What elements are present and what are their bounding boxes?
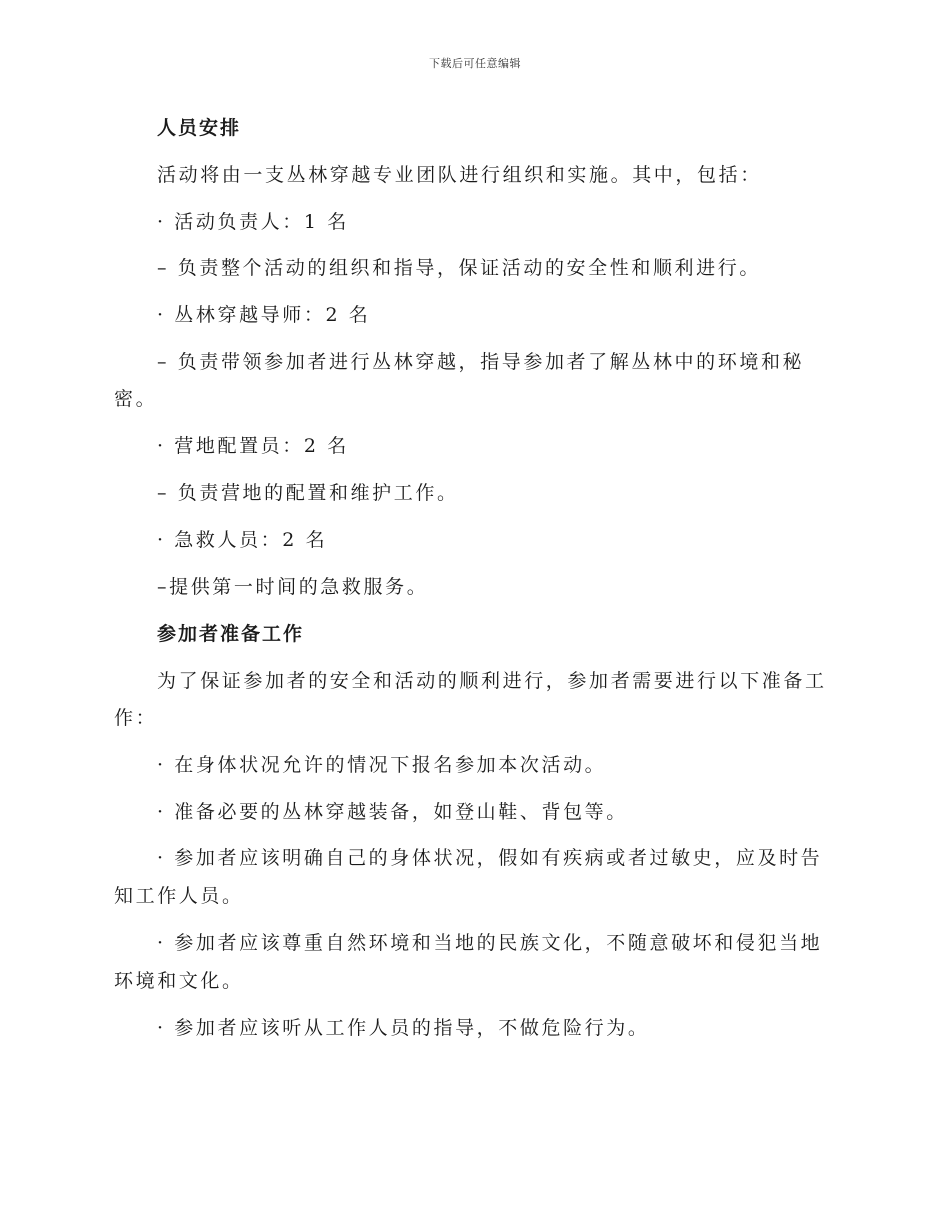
- section-heading-staffing: 人员安排: [157, 117, 242, 139]
- list-item-continued: 环境和文化。: [114, 970, 244, 992]
- list-item-description: – 负责带领参加者进行丛林穿越，指导参加者了解丛林中的环境和秘: [157, 351, 805, 373]
- list-item-description: – 负责营地的配置和维护工作。: [157, 482, 459, 504]
- list-item: · 准备必要的丛林穿越装备，如登山鞋、背包等。: [157, 801, 628, 823]
- list-item-description: – 负责整个活动的组织和指导，保证活动的安全性和顺利进行。: [157, 257, 761, 279]
- list-item-description-continued: 密。: [114, 388, 158, 410]
- list-item: · 参加者应该明确自己的身体状况，假如有疾病或者过敏史，应及时告: [157, 847, 823, 869]
- list-item-role: · 活动负责人：1 名: [157, 211, 349, 233]
- section-intro: 活动将由一支丛林穿越专业团队进行组织和实施。其中，包括：: [157, 164, 762, 186]
- list-item-role: · 急救人员：2 名: [157, 529, 328, 551]
- list-item-role: · 丛林穿越导师：2 名: [157, 304, 371, 326]
- list-item-continued: 知工作人员。: [114, 885, 244, 907]
- section-intro-continued: 作：: [114, 707, 158, 729]
- list-item: · 参加者应该尊重自然环境和当地的民族文化，不随意破坏和侵犯当地: [157, 932, 823, 954]
- list-item: · 参加者应该听从工作人员的指导，不做危险行为。: [157, 1017, 650, 1039]
- list-item-description: –提供第一时间的急救服务。: [157, 576, 429, 598]
- list-item: · 在身体状况允许的情况下报名参加本次活动。: [157, 754, 607, 776]
- list-item-role: · 营地配置员：2 名: [157, 435, 349, 457]
- page-header-note: 下载后可任意编辑: [429, 57, 521, 70]
- section-intro: 为了保证参加者的安全和活动的顺利进行，参加者需要进行以下准备工: [157, 670, 827, 692]
- section-heading-participant-prep: 参加者准备工作: [157, 623, 305, 645]
